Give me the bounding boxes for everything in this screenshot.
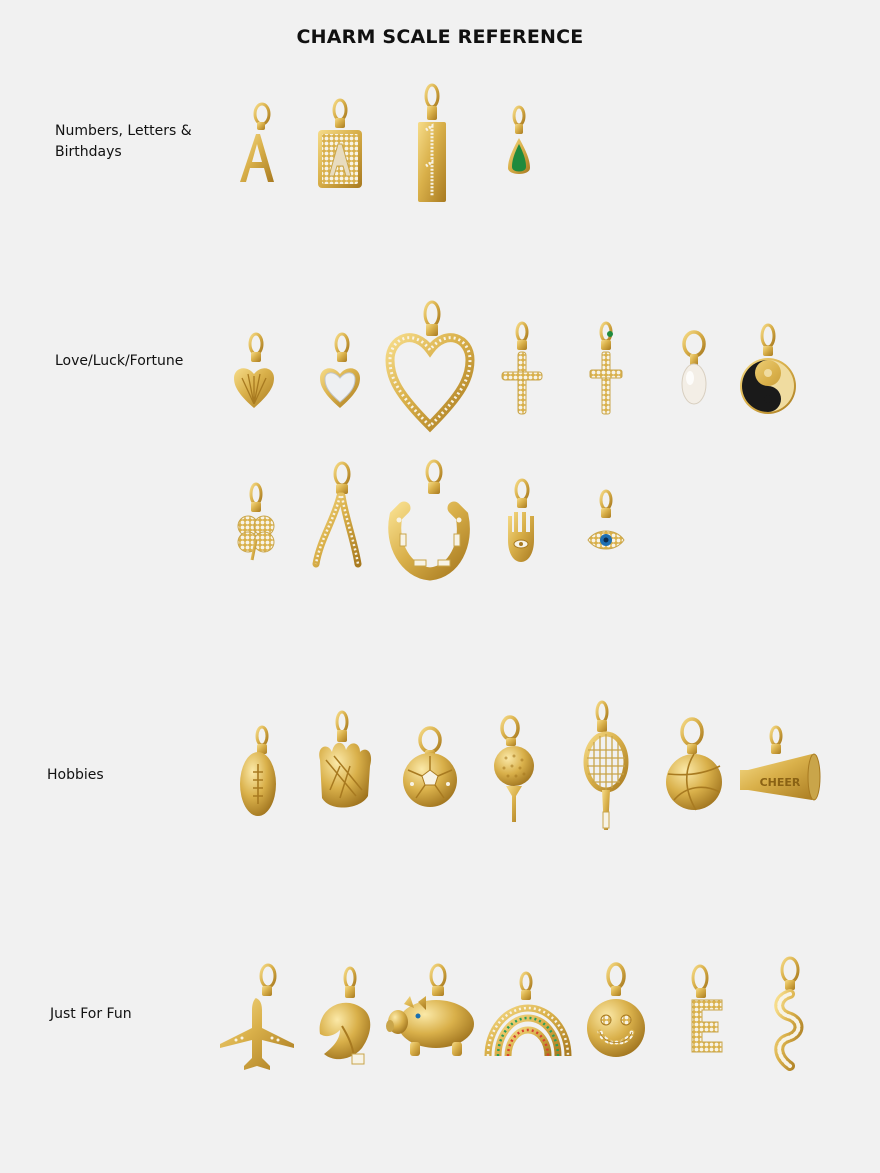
airplane-charm	[220, 962, 296, 1076]
sunburst-heart-charm	[232, 330, 276, 412]
cheer-megaphone-charm	[736, 724, 826, 804]
megaphone-engraving: CHEER	[759, 776, 801, 789]
number-bar-charm	[410, 82, 454, 206]
section-label-numbers-letters: Numbers, Letters & Birthdays	[55, 123, 192, 160]
pig-charm	[382, 962, 478, 1068]
evil-eye-charm	[586, 488, 626, 554]
section-label-just-for-fun: Just For Fun	[50, 1006, 132, 1022]
volleyball-charm	[664, 716, 724, 812]
section-label-hobbies: Hobbies	[47, 767, 104, 783]
section-label-love-luck: Love/Luck/Fortune	[55, 353, 184, 369]
page-title: CHARM SCALE REFERENCE	[296, 26, 584, 48]
pave-a-tag-charm	[314, 96, 366, 192]
football-charm	[236, 724, 280, 820]
crystal-heart-charm	[318, 330, 362, 412]
smiley-face-charm	[584, 960, 648, 1060]
wishbone-charm	[310, 460, 364, 572]
clover-charm	[230, 480, 280, 564]
slim-cross-charm	[586, 320, 626, 418]
golf-ball-tee-charm	[488, 714, 536, 826]
pave-e-charm	[684, 962, 728, 1056]
rainbow-charm	[484, 970, 574, 1062]
yin-yang-charm	[738, 322, 798, 418]
soccer-ball-charm	[400, 724, 460, 808]
pave-zigzag-charm	[768, 954, 812, 1072]
hamsa-charm	[498, 476, 544, 568]
baseball-glove-charm	[310, 710, 376, 816]
tennis-racket-charm	[582, 700, 630, 834]
letter-a-charm	[234, 100, 278, 186]
pearl-charm	[676, 328, 712, 410]
horseshoe-charm	[386, 458, 470, 580]
open-heart-charm	[386, 298, 474, 432]
fortune-cookie-charm	[314, 964, 374, 1070]
pave-cross-charm	[498, 320, 542, 418]
emerald-drop-charm	[504, 104, 534, 184]
